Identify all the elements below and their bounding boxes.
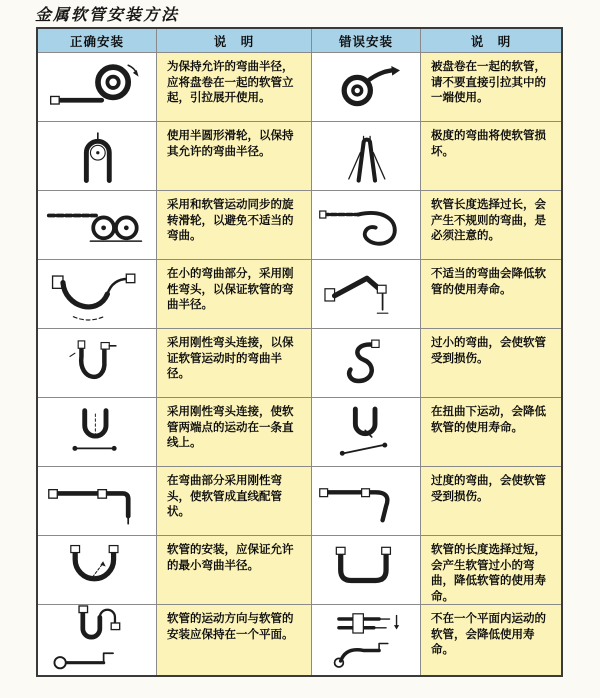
table-row-1-wrong-desc: 被盘卷在一起的软管，请不要直接引拉其中的一端使用。 xyxy=(421,53,561,121)
hose-motion-in-one-plane-trap-icon xyxy=(45,605,149,675)
table-row-8-wrong-desc: 软管的长度选择过短，会产生软管过小的弯曲，降低软管的使用寿命。 xyxy=(421,536,561,604)
u-hose-too-short-flat-bottom-icon xyxy=(318,539,414,601)
table-row-9-correct-desc: 软管的运动方向与软管的安装应保持在一个平面。 xyxy=(157,605,311,675)
table-row-5-wrong-desc: 过小的弯曲，会使软管受到损伤。 xyxy=(421,329,561,397)
table-row-5-correct-image xyxy=(38,329,156,397)
u-hose-ends-moving-in-line-icon xyxy=(52,401,142,463)
header-correct-installation: 正确安装 xyxy=(38,29,156,52)
table-row-4-correct-desc: 在小的弯曲部分，采用刚性弯头，以保证软管的弯曲半径。 xyxy=(157,260,311,328)
table-row-5-wrong-image xyxy=(312,329,420,397)
table-row-5-correct-desc: 采用刚性弯头连接，以保证软管运动时的弯曲半径。 xyxy=(157,329,311,397)
table-row-3-wrong-image xyxy=(312,191,420,259)
hose-over-bent-corner-icon xyxy=(318,470,414,532)
table-row-6-correct-desc: 采用刚性弯头连接，使软管两端点的运动在一条直线上。 xyxy=(157,398,311,466)
page-title: 金属软管安装方法 xyxy=(35,5,180,24)
table-row-9-wrong-desc: 不在一个平面内运动的软管，会降低使用寿命。 xyxy=(421,605,561,675)
installation-table xyxy=(36,27,563,677)
hose-too-long-irregular-loop-icon xyxy=(318,194,414,256)
table-row-6-wrong-image xyxy=(312,398,420,466)
hose-extreme-sharp-bend-icon xyxy=(321,125,411,187)
table-row-8-correct-image xyxy=(38,536,156,604)
table-row-2-wrong-desc: 极度的弯曲将使软管损坏。 xyxy=(421,122,561,190)
table-row-8-correct-desc: 软管的安装，应保证允许的最小弯曲半径。 xyxy=(157,536,311,604)
table-row-3-correct-image xyxy=(38,191,156,259)
table-row-6-wrong-desc: 在扭曲下运动，会降低软管的使用寿命。 xyxy=(421,398,561,466)
table-row-4-wrong-image xyxy=(312,260,420,328)
header-description-wrong: 说 明 xyxy=(421,29,561,52)
table-row-1-correct-desc: 为保持允许的弯曲半径，应将盘卷在一起的软管立起，引拉展开使用。 xyxy=(157,53,311,121)
table-row-4-wrong-desc: 不适当的弯曲会降低软管的使用寿命。 xyxy=(421,260,561,328)
table-row-7-wrong-desc: 过度的弯曲，会使软管受到损伤。 xyxy=(421,467,561,535)
header-description-correct: 说 明 xyxy=(157,29,311,52)
table-row-3-wrong-desc: 软管长度选择过长，会产生不规则的弯曲，是必须注意的。 xyxy=(421,191,561,259)
table-row-8-wrong-image xyxy=(312,536,420,604)
table-row-7-correct-image xyxy=(38,467,156,535)
table-row-9-correct-image xyxy=(38,605,156,675)
table-row-2-wrong-image xyxy=(312,122,420,190)
straight-hose-with-rigid-elbow-icon xyxy=(45,470,149,532)
header-wrong-installation: 错误安装 xyxy=(312,29,420,52)
table-row-7-wrong-image xyxy=(312,467,420,535)
hose-with-synchronized-rollers-icon xyxy=(45,194,149,256)
table-row-9-wrong-image xyxy=(312,605,420,675)
table-row-1-wrong-image xyxy=(312,53,420,121)
hose-motion-out-of-plane-icon xyxy=(318,605,414,675)
table-row-7-correct-desc: 在弯曲部分采用刚性弯头，使软管成直线配管状。 xyxy=(157,467,311,535)
rigid-elbow-at-small-bend-icon xyxy=(45,263,149,325)
u-hose-twisted-motion-icon xyxy=(321,401,411,463)
hose-too-small-s-bend-icon xyxy=(321,332,411,394)
coiled-hose-pulled-from-end-icon xyxy=(318,56,414,118)
table-row-4-correct-image xyxy=(38,260,156,328)
coiled-hose-stood-up-unrolled-icon xyxy=(45,56,149,118)
table-row-6-correct-image xyxy=(38,398,156,466)
u-hose-minimum-bend-radius-icon xyxy=(49,539,145,601)
rigid-elbow-connection-u-hang-icon xyxy=(52,332,142,394)
table-row-2-correct-desc: 使用半圆形滑轮，以保持其允许的弯曲半径。 xyxy=(157,122,311,190)
table-row-1-correct-image xyxy=(38,53,156,121)
table-row-2-correct-image xyxy=(38,122,156,190)
table-row-3-correct-desc: 采用和软管运动同步的旋转滑轮，以避免不适当的弯曲。 xyxy=(157,191,311,259)
hose-improper-kinked-bend-icon xyxy=(318,263,414,325)
hose-over-semicircular-pulley-icon xyxy=(52,125,142,187)
